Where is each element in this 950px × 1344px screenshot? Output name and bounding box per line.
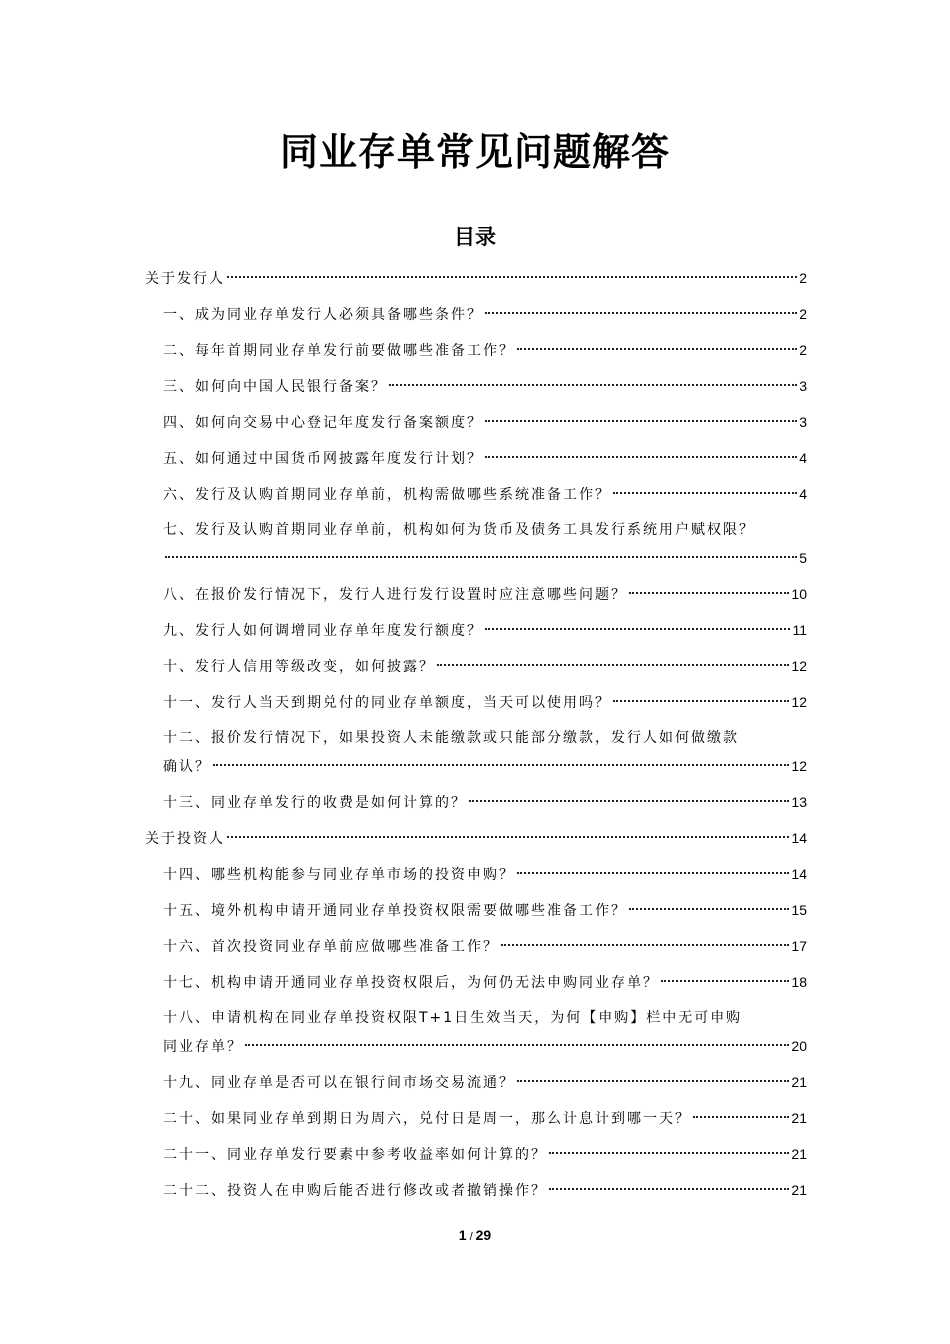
toc-page-number: 20 bbox=[791, 1038, 807, 1054]
toc-dot-leader bbox=[549, 1188, 789, 1190]
toc-question-entry[interactable] bbox=[145, 1104, 807, 1140]
toc-dot-leader bbox=[549, 1152, 789, 1154]
toc-page-number: 4 bbox=[799, 450, 807, 466]
toc-question-entry[interactable] bbox=[145, 896, 807, 932]
toc-page-number: 21 bbox=[791, 1182, 807, 1198]
toc-dot-leader bbox=[437, 664, 789, 666]
toc-dot-leader bbox=[165, 556, 797, 558]
toc-question-entry[interactable] bbox=[145, 1068, 807, 1104]
toc-page-number: 13 bbox=[791, 794, 807, 810]
toc-page-number: 21 bbox=[791, 1110, 807, 1126]
toc-entry-text: 十八、申请机构在同业存单投资权限T+1日生效当天，为何【申购】栏中无可申购 bbox=[163, 1010, 743, 1026]
toc-question-entry[interactable] bbox=[145, 408, 807, 444]
toc-dot-leader bbox=[661, 980, 789, 982]
toc-entry-text: 四、如何向交易中心登记年度发行备案额度？ bbox=[163, 415, 483, 431]
toc-page-number: 3 bbox=[799, 414, 807, 430]
table-of-contents bbox=[145, 264, 807, 1212]
toc-entry-text: 二十二、投资人在申购后能否进行修改或者撤销操作？ bbox=[163, 1183, 547, 1199]
toc-question-entry[interactable] bbox=[145, 372, 807, 408]
toc-question-entry[interactable] bbox=[145, 652, 807, 688]
page-number-footer bbox=[0, 1224, 950, 1248]
toc-page-number: 14 bbox=[791, 866, 807, 882]
toc-entry-text: 十四、哪些机构能参与同业存单市场的投资申购？ bbox=[163, 867, 515, 883]
toc-page-number: 12 bbox=[791, 758, 807, 774]
toc-entry-text: 十三、同业存单发行的收费是如何计算的？ bbox=[163, 795, 467, 811]
toc-question-entry[interactable] bbox=[145, 968, 807, 1004]
toc-page-number: 12 bbox=[791, 694, 807, 710]
toc-entry-text: 十二、报价发行情况下，如果投资人未能缴款或只能部分缴款，发行人如何做缴款 bbox=[163, 730, 739, 746]
toc-heading: 目录 bbox=[454, 225, 496, 249]
toc-section-entry[interactable] bbox=[145, 824, 807, 860]
toc-dot-leader bbox=[389, 384, 797, 386]
toc-entry-text: 二、每年首期同业存单发行前要做哪些准备工作？ bbox=[163, 343, 515, 359]
page-separator: / bbox=[469, 1231, 473, 1243]
toc-entry-text: 二十、如果同业存单到期日为周六，兑付日是周一，那么计息计到哪一天？ bbox=[163, 1111, 691, 1127]
toc-dot-leader bbox=[245, 1044, 789, 1046]
toc-entry-text: 三、如何向中国人民银行备案？ bbox=[163, 379, 387, 395]
toc-page-number: 5 bbox=[799, 550, 807, 566]
toc-page-number: 18 bbox=[791, 974, 807, 990]
toc-dot-leader bbox=[629, 592, 789, 594]
toc-dot-leader bbox=[693, 1116, 789, 1118]
toc-dot-leader bbox=[517, 1080, 789, 1082]
toc-question-entry[interactable] bbox=[145, 1140, 807, 1176]
toc-question-entry[interactable] bbox=[145, 480, 807, 516]
toc-question-entry[interactable] bbox=[145, 300, 807, 336]
toc-entry-text-continued: 确认？ bbox=[163, 759, 211, 775]
toc-entry-text: 关于投资人 bbox=[145, 831, 225, 847]
toc-entry-text: 五、如何通过中国货币网披露年度发行计划？ bbox=[163, 451, 483, 467]
toc-dot-leader bbox=[469, 800, 789, 802]
toc-page-number: 15 bbox=[791, 902, 807, 918]
toc-entry-text: 二十一、同业存单发行要素中参考收益率如何计算的？ bbox=[163, 1147, 547, 1163]
toc-question-entry[interactable] bbox=[145, 444, 807, 480]
toc-dot-leader bbox=[213, 764, 789, 766]
toc-question-entry[interactable] bbox=[145, 336, 807, 372]
toc-question-entry[interactable] bbox=[145, 724, 807, 788]
toc-entry-text: 九、发行人如何调增同业存单年度发行额度？ bbox=[163, 623, 483, 639]
toc-section-entry[interactable] bbox=[145, 264, 807, 300]
toc-entry-text: 六、发行及认购首期同业存单前，机构需做哪些系统准备工作？ bbox=[163, 487, 611, 503]
toc-question-entry[interactable] bbox=[145, 788, 807, 824]
toc-page-number: 14 bbox=[791, 830, 807, 846]
toc-page-number: 2 bbox=[799, 270, 807, 286]
toc-entry-text: 七、发行及认购首期同业存单前，机构如何为货币及债务工具发行系统用户赋权限？ bbox=[163, 522, 755, 538]
toc-dot-leader bbox=[613, 700, 789, 702]
toc-question-entry[interactable] bbox=[145, 580, 807, 616]
toc-dot-leader bbox=[485, 312, 797, 314]
toc-page-number: 21 bbox=[791, 1074, 807, 1090]
current-page-number: 1 bbox=[458, 1227, 467, 1243]
toc-question-entry[interactable] bbox=[145, 516, 807, 580]
toc-entry-text-continued: 同业存单？ bbox=[163, 1039, 243, 1055]
total-page-count: 29 bbox=[475, 1227, 492, 1243]
toc-dot-leader bbox=[613, 492, 797, 494]
toc-dot-leader bbox=[485, 456, 797, 458]
toc-question-entry[interactable] bbox=[145, 1176, 807, 1212]
toc-page-number: 12 bbox=[791, 658, 807, 674]
toc-entry-text: 十六、首次投资同业存单前应做哪些准备工作？ bbox=[163, 939, 499, 955]
toc-entry-text: 十五、境外机构申请开通同业存单投资权限需要做哪些准备工作？ bbox=[163, 903, 627, 919]
toc-page-number: 10 bbox=[791, 586, 807, 602]
toc-page-number: 11 bbox=[792, 622, 807, 638]
toc-entry-text: 一、成为同业存单发行人必须具备哪些条件？ bbox=[163, 307, 483, 323]
toc-dot-leader bbox=[485, 628, 790, 630]
document-title: 同业存单常见问题解答 bbox=[279, 130, 670, 174]
toc-page-number: 3 bbox=[799, 378, 807, 394]
toc-entry-text: 十、发行人信用等级改变，如何披露？ bbox=[163, 659, 435, 675]
toc-question-entry[interactable] bbox=[145, 932, 807, 968]
toc-entry-text: 十一、发行人当天到期兑付的同业存单额度，当天可以使用吗？ bbox=[163, 695, 611, 711]
toc-question-entry[interactable] bbox=[145, 860, 807, 896]
toc-dot-leader bbox=[629, 908, 789, 910]
toc-page-number: 4 bbox=[799, 486, 807, 502]
toc-dot-leader bbox=[485, 420, 797, 422]
toc-page-number: 17 bbox=[791, 938, 807, 954]
toc-dot-leader bbox=[227, 836, 789, 838]
toc-question-entry[interactable] bbox=[145, 616, 807, 652]
toc-entry-text: 关于发行人 bbox=[145, 271, 225, 287]
toc-entry-text: 十七、机构申请开通同业存单投资权限后，为何仍无法申购同业存单？ bbox=[163, 975, 659, 991]
toc-page-number: 21 bbox=[791, 1146, 807, 1162]
toc-dot-leader bbox=[517, 348, 797, 350]
toc-dot-leader bbox=[517, 872, 789, 874]
toc-entry-text: 八、在报价发行情况下，发行人进行发行设置时应注意哪些问题？ bbox=[163, 587, 627, 603]
toc-dot-leader bbox=[227, 276, 797, 278]
toc-dot-leader bbox=[501, 944, 789, 946]
toc-page-number: 2 bbox=[799, 342, 807, 358]
toc-question-entry[interactable] bbox=[145, 1004, 807, 1068]
toc-entry-text: 十九、同业存单是否可以在银行间市场交易流通？ bbox=[163, 1075, 515, 1091]
toc-page-number: 2 bbox=[799, 306, 807, 322]
toc-question-entry[interactable] bbox=[145, 688, 807, 724]
